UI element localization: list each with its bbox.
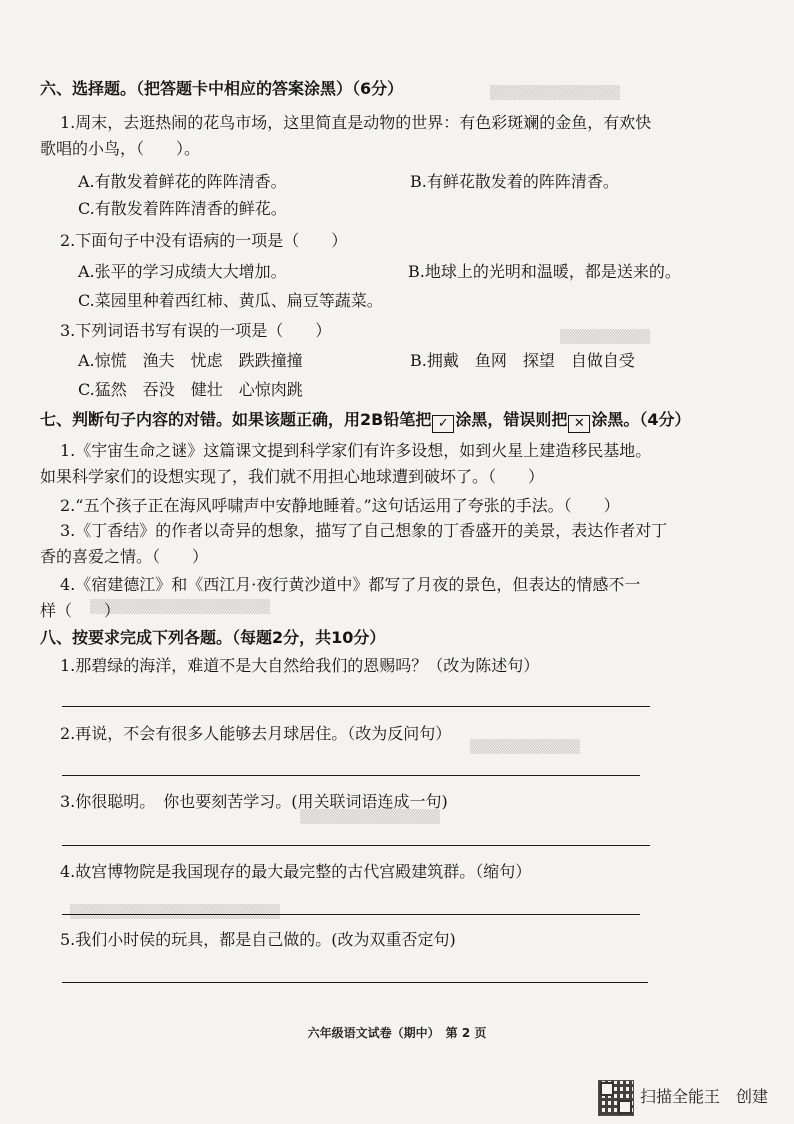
- s6-q3-option-b: B.拥戴 鱼网 探望 自做自受: [410, 351, 635, 370]
- answer-line-5[interactable]: [62, 982, 648, 983]
- page-footer: 六年级语文试卷（期中） 第 2 页: [307, 1026, 487, 1040]
- s6-q1-option-b: B.有鲜花散发着的阵阵清香。: [410, 172, 619, 191]
- qr-code-icon: [598, 1080, 634, 1116]
- s6-q2-stem: 2.下面句子中没有语病的一项是（ ）: [60, 231, 348, 250]
- s6-q3-option-c: C.猛然 吞没 健壮 心惊肉跳: [78, 380, 303, 399]
- s8-q4: 4.故宫博物院是我国现存的最大最完整的古代宫殿建筑群。（缩句）: [60, 862, 532, 881]
- section-7-title-part1: 七、判断句子内容的对错。如果该题正确，用2B铅笔把: [40, 410, 432, 429]
- s7-q4-line1: 4.《宿建德江》和《西江月·夜行黄沙道中》都写了月夜的景色，但表达的情感不一: [60, 575, 641, 594]
- scanner-watermark: 扫描全能王 创建: [640, 1087, 769, 1106]
- s6-q2-option-a: A.张平的学习成绩大大增加。: [78, 262, 287, 281]
- s7-q3-line1: 3.《丁香结》的作者以奇异的想象，描写了自己想象的丁香盛开的美景，表达作者对丁: [60, 521, 668, 540]
- section-8-title: 八、按要求完成下列各题。（每题2分，共10分）: [40, 628, 386, 647]
- s6-q1-stem-line2: 歌唱的小鸟，（ ）。: [40, 139, 201, 158]
- answer-line-2[interactable]: [62, 775, 640, 776]
- s6-q1-option-a: A.有散发着鲜花的阵阵清香。: [78, 172, 287, 191]
- s7-q3-line2: 香的喜爱之情。（ ）: [40, 547, 209, 566]
- s7-q4-line2: 样（ ）: [40, 601, 121, 620]
- s6-q2-option-b: B.地球上的光明和温暖，都是送来的。: [408, 262, 681, 281]
- answer-line-4[interactable]: [62, 914, 640, 915]
- s8-q2: 2.再说，不会有很多人能够去月球居住。（改为反问句）: [60, 724, 452, 743]
- answer-line-1[interactable]: [62, 706, 650, 707]
- s6-q3-stem: 3.下列词语书写有误的一项是（ ）: [60, 321, 332, 340]
- checkmark-box-icon: ✓: [432, 415, 454, 433]
- section-7-title: [40, 410, 691, 433]
- section-7-title-part2: 涂黑，错误则把: [455, 410, 568, 429]
- s7-q1-line2: 如果科学家们的设想实现了，我们就不用担心地球遭到破坏了。（ ）: [40, 467, 545, 486]
- s6-q1-stem-line1: 1.周末，去逛热闹的花鸟市场，这里简直是动物的世界：有色彩斑斓的金鱼，有欢快: [60, 113, 652, 132]
- s8-q1: 1.那碧绿的海洋，难道不是大自然给我们的恩赐吗？（改为陈述句）: [60, 656, 540, 675]
- exam-page: ▒▒▒▒▒▒▒▒▒▒▒▒▒ ▒▒▒▒▒▒▒▒▒ ▒▒▒▒▒▒▒▒▒▒▒▒▒▒▒▒▒▒ ▒▒▒▒▒▒▒▒▒▒▒ ▒▒▒▒▒▒▒▒▒▒▒▒▒▒ ▒▒▒▒▒▒▒▒▒▒▒▒▒▒▒▒▒▒▒▒▒ 六、选择题。（把答题卡中相应的答案涂黑）（6分） 1.周末，去逛热闹的花鸟市场，这里简直是动物的世界：有色彩斑斓的金鱼，有欢快 歌唱的小鸟，（ ）。 A.有散发着鲜花的阵阵清香。 B.有鲜花散发着的阵阵清香。 C.有散发着阵阵清香的鲜花。 2.下面句子中没有语病的一项是（ ） A.张平的学习成绩大大增加。 B.地球上的光明和温暖，都是送来的。 C.菜园里种着西红柿、黄瓜、扁豆等蔬菜。 3.下列词语书写有误的一项是（ ） A.惊慌 渔夫 忧虑 跌跌撞撞 B.拥戴 鱼网 探望 自做自受 C.猛然 吞没 健壮 心惊肉跳 七、判断句子内容的对错。如果该题正确，用2B铅笔把 ✓ 涂黑，错误则把 ✕ 涂黑。（4分） 1.《宇宙生命之谜》这篇课文提到科学家们有许多设想，如到火星上建造移民基地。 如果科学家们的设想实现了，我们就不用担心地球遭到破坏了。（ ） 2.“五个孩子正在海风呼啸声中安静地睡着。”这句话运用了夸张的手法。（ ） 3.《丁香结》的作者以奇异的想象，描写了自己想象的丁香盛开的美景，表达作者对丁 香的喜爱之情。（ ） 4.《宿建德江》和《西江月·夜行黄沙道中》都写了月夜的景色，但表达的情感不一 样（ ） 八、按要求完成下列各题。（每题2分，共10分） 1.那碧绿的海洋，难道不是大自然给我们的恩赐吗？（改为陈述句） 2.再说，不会有很多人能够去月球居住。（改为反问句） 3.你很聪明。 你也要刻苦学习。(用关联词语连成一句) 4.故宫博物院是我国现存的最大最完整的古代宫殿建筑群。（缩句） 5.我们小时侯的玩具，都是自己做的。(改为双重否定句) 六年级语文试卷（期中） 第 2 页 扫描全能王 创建: [0, 0, 794, 1124]
- s6-q1-option-c: C.有散发着阵阵清香的鲜花。: [78, 199, 287, 218]
- s8-q3: 3.你很聪明。 你也要刻苦学习。(用关联词语连成一句): [60, 792, 448, 811]
- section-6-title: 六、选择题。（把答题卡中相应的答案涂黑）（6分）: [40, 79, 404, 98]
- s6-q3-option-a: A.惊慌 渔夫 忧虑 跌跌撞撞: [78, 351, 303, 370]
- s8-q5: 5.我们小时侯的玩具，都是自己做的。(改为双重否定句): [60, 930, 456, 949]
- section-7-title-part3: 涂黑。（4分）: [591, 410, 691, 429]
- s6-q2-option-c: C.菜园里种着西红柿、黄瓜、扁豆等蔬菜。: [78, 291, 383, 310]
- s7-q1-line1: 1.《宇宙生命之谜》这篇课文提到科学家们有许多设想，如到火星上建造移民基地。: [60, 441, 652, 460]
- s7-q2: 2.“五个孩子正在海风呼啸声中安静地睡着。”这句话运用了夸张的手法。（ ）: [60, 496, 620, 515]
- cross-box-icon: ✕: [568, 415, 590, 433]
- answer-line-3[interactable]: [62, 845, 650, 846]
